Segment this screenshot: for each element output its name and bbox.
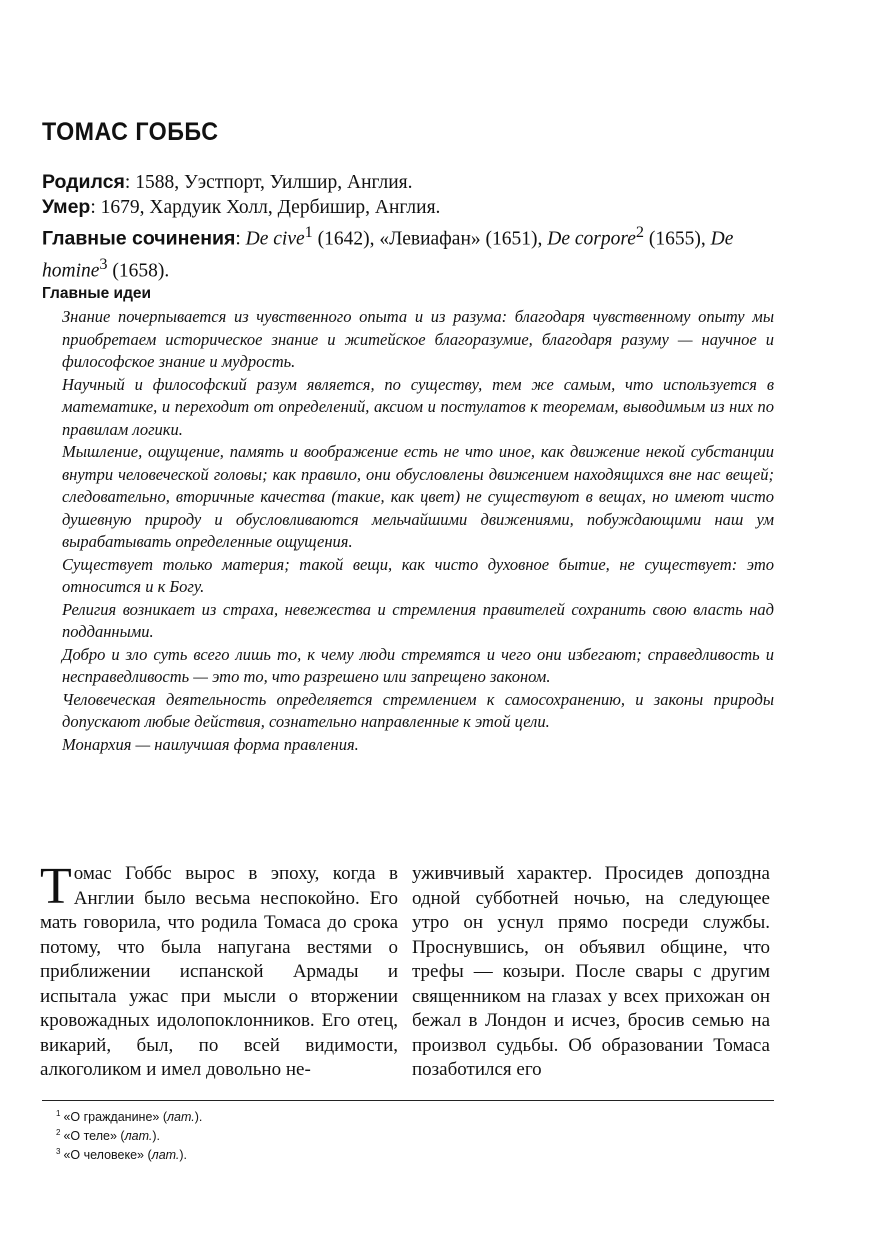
footnote-divider [42, 1100, 774, 1101]
footnote-end: ). [194, 1110, 203, 1125]
footnote-number: 1 [56, 1109, 61, 1118]
idea-item: Существует только материя; такой вещи, как чисто духовное бытие, не существует: это относится и к Богу. [62, 554, 774, 596]
works-years-2: (1655), [644, 228, 711, 250]
footnote-ref-3[interactable]: 3 [99, 254, 108, 273]
footnote-ref-1[interactable]: 1 [304, 223, 313, 241]
birth-line [42, 170, 777, 195]
died-label: Умер [42, 196, 91, 218]
footnote-text: «О человеке» ( [63, 1148, 152, 1163]
born-label: Родился [42, 171, 125, 193]
born-text: : 1588, Уэстпорт, Уилшир, Англия. [124, 172, 413, 193]
works-line [42, 220, 777, 283]
footnotes [56, 1106, 202, 1163]
idea-item: Знание почерпывается из чувственного опыта и из разума: благодаря чувственному опыту мы приобретаем историческое знание и житейское благоразумие, благодаря разуму — научное и философское знание и мудрость. [62, 307, 774, 371]
body-text-left: омас Гоббс вырос в эпоху, когда в Англии было весьма неспокойно. Его мать говорила, что родила Томаса до срока потому, что была напугана вестями о приближении испанской Армады и испытала ужас при мысли о вторжении кровожадных идолопоклонников. Его отец, викарий, был, по всей видимости, алкоголиком и имел довольно не- [40, 863, 398, 1080]
idea-item: Научный и философский разум является, по существу, тем же самым, что используется в математике, и переходит от определений, аксиом и постулатов к теоремам, выводимым из них по правилам логики. [62, 374, 774, 439]
biography-info [42, 170, 777, 283]
death-line [42, 195, 777, 220]
work-de-cive: De cive [245, 228, 305, 250]
footnote-number: 2 [56, 1128, 61, 1138]
body-text-right: уживчивый характер. Просидев допоздна одной субботней ночью, на следующее утро он уснул прямо посреди службы. Проснувшись, он объявил общине, что трефы — козыри. После свары с другим священником на глазах у всех прихожан он бежал в Лондон и исчез, бросив семью на произвол судьбы. Об образовании Томаса позаботился его [412, 863, 770, 1080]
idea-item: Человеческая деятельность определяется стремлением к самосохранению, и законы природы допускают любые действия, сознательно направленные к этой цели. [62, 689, 774, 731]
idea-item: Монархия — наилучшая форма правления. [62, 734, 359, 754]
works-label: Главные сочинения [42, 227, 236, 250]
idea-item: Религия возникает из страха, невежества и стремления правителей сохранить свою власть над подданными. [62, 599, 774, 641]
footnote-text: «О гражданине» ( [63, 1110, 167, 1125]
work-de-corpore: De corpore [547, 228, 636, 250]
main-ideas-list [62, 306, 774, 756]
body-column-left [40, 858, 398, 1083]
footnote-ref-2[interactable]: 2 [635, 223, 645, 241]
works-years-1: (1642), «Левиафан» (1651), [312, 228, 548, 250]
footnote-end: ). [152, 1129, 160, 1144]
body-column-right [412, 862, 770, 1083]
works-years-3: (1658). [107, 260, 170, 281]
idea-item: Мышление, ощущение, память и воображение есть не что иное, как движение некой субстанции внутри человеческой головы; как правило, они обусловлены движением находящихся вне нас вещей; следовательно, вторичные качества (такие, как цвет) не существуют в вещах, но имеют чисто душевную природу и обусловливаются мельчайшими движениями, побуждающими наш ум вырабатывать определенные ощущения. [62, 442, 774, 551]
footnote-lang: лат. [167, 1110, 195, 1125]
footnote-item [56, 1106, 202, 1125]
footnote-item [56, 1125, 202, 1144]
work-de-homine: De homine [42, 228, 734, 281]
footnote-lang: лат. [151, 1148, 180, 1163]
chapter-title: ТОМАС ГОББС [42, 118, 219, 146]
works-colon: : [235, 228, 241, 250]
footnote-number: 3 [56, 1147, 61, 1157]
footnote-text: «О теле» ( [63, 1129, 125, 1144]
drop-cap: Т [40, 858, 72, 915]
footnote-item [56, 1144, 202, 1163]
footnote-lang: лат. [124, 1129, 153, 1144]
footnote-end: ). [179, 1148, 188, 1163]
idea-item: Добро и зло суть всего лишь то, к чему люди стремятся и чего они избегают; справедливость и несправедливость — это то, что разрешено или запрещено законом. [62, 644, 774, 686]
died-text: : 1679, Хардуик Холл, Дербишир, Англия. [90, 197, 441, 218]
main-ideas-heading: Главные идеи [42, 285, 152, 302]
